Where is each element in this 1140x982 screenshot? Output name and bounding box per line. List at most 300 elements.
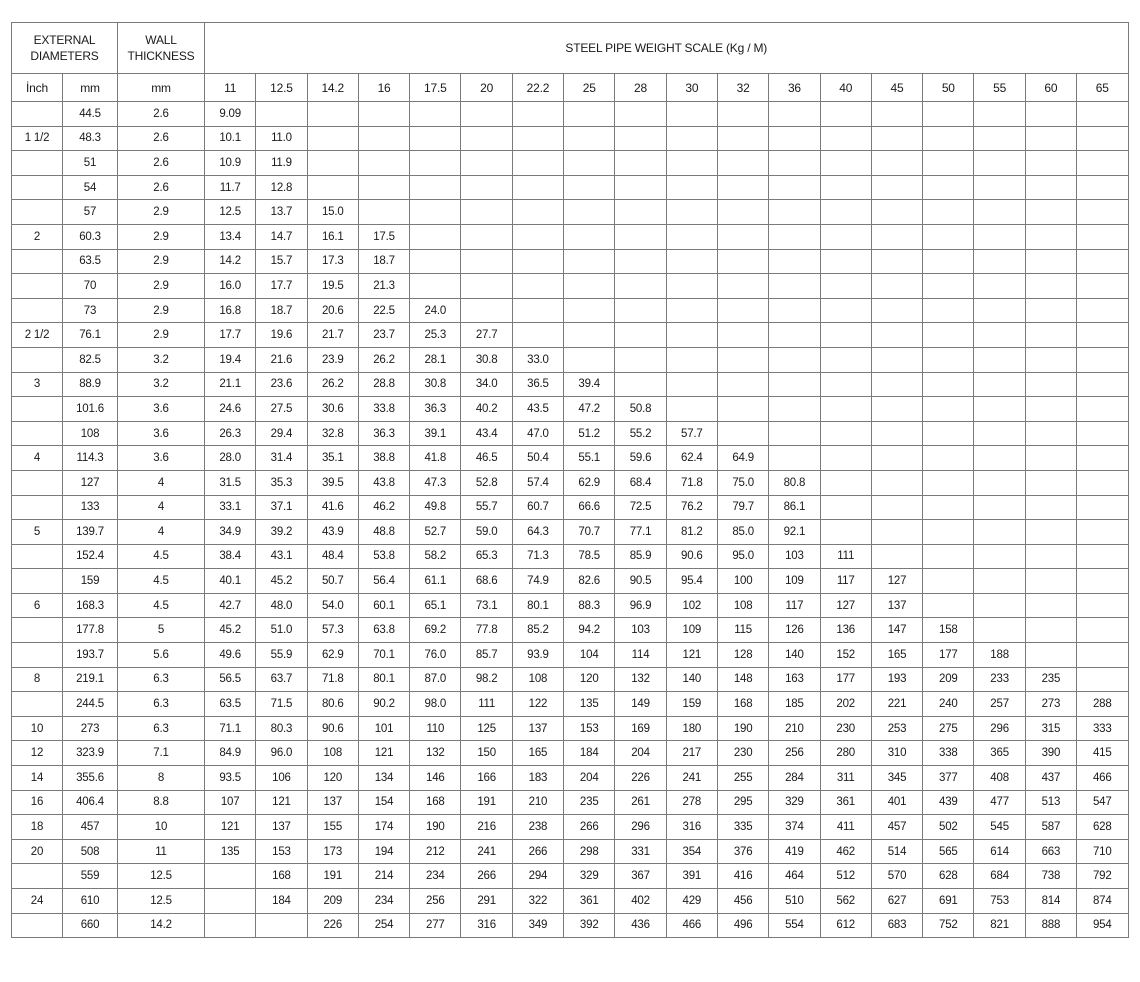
weight-cell (1025, 126, 1076, 151)
weight-cell: 135 (205, 839, 256, 864)
weight-cell (769, 347, 820, 372)
weight-cell: 163 (769, 667, 820, 692)
weight-cell: 241 (666, 766, 717, 791)
weight-cell (769, 372, 820, 397)
weight-cell (923, 126, 974, 151)
weight-cell: 31.4 (256, 446, 307, 471)
table-row (12, 372, 1129, 397)
outer-diameter-cell: 82.5 (63, 347, 118, 372)
weight-cell (461, 175, 512, 200)
weight-cell: 177 (923, 643, 974, 668)
weight-cell: 120 (564, 667, 615, 692)
outer-diameter-cell: 159 (63, 569, 118, 594)
weight-cell (564, 323, 615, 348)
weight-cell: 17.7 (205, 323, 256, 348)
weight-cell (923, 175, 974, 200)
weight-cell (820, 446, 871, 471)
weight-cell (871, 397, 922, 422)
inch-size-cell: 18 (12, 815, 63, 840)
weight-cell (717, 151, 768, 176)
steel-pipe-weight-table (11, 22, 1129, 938)
weight-cell: 106 (256, 766, 307, 791)
outer-diameter-cell: 48.3 (63, 126, 118, 151)
weight-cell (871, 446, 922, 471)
weight-cell: 821 (974, 913, 1025, 938)
inch-size-cell (12, 102, 63, 127)
weight-cell: 86.1 (769, 495, 820, 520)
weight-cell (717, 397, 768, 422)
weight-cell: 50.4 (512, 446, 563, 471)
outer-diameter-cell: 76.1 (63, 323, 118, 348)
wall-thickness-cell: 6.3 (118, 716, 205, 741)
weight-cell: 29.4 (256, 421, 307, 446)
weight-cell (871, 470, 922, 495)
weight-cell: 13.4 (205, 224, 256, 249)
weight-cell (615, 347, 666, 372)
weight-cell: 34.0 (461, 372, 512, 397)
weight-cell: 63.5 (205, 692, 256, 717)
outer-diameter-cell: 219.1 (63, 667, 118, 692)
weight-cell: 103 (615, 618, 666, 643)
weight-cell (410, 151, 461, 176)
weight-cell: 663 (1025, 839, 1076, 864)
weight-cell: 137 (512, 716, 563, 741)
weight-cell: 77.8 (461, 618, 512, 643)
inch-size-cell: 2 1/2 (12, 323, 63, 348)
weight-cell: 52.8 (461, 470, 512, 495)
weight-cell: 419 (769, 839, 820, 864)
table-row (12, 643, 1129, 668)
weight-cell: 349 (512, 913, 563, 938)
weight-cell (717, 175, 768, 200)
weight-cell (820, 298, 871, 323)
weight-cell: 954 (1077, 913, 1128, 938)
weight-cell: 94.2 (564, 618, 615, 643)
weight-cell: 32.8 (307, 421, 358, 446)
weight-cell (974, 249, 1025, 274)
weight-cell (820, 372, 871, 397)
weight-cell: 188 (974, 643, 1025, 668)
weight-cell: 46.2 (358, 495, 409, 520)
weight-cell: 65.1 (410, 593, 461, 618)
weight-cell: 202 (820, 692, 871, 717)
table-row (12, 790, 1129, 815)
weight-cell (974, 618, 1025, 643)
weight-cell: 34.9 (205, 520, 256, 545)
weight-cell (923, 151, 974, 176)
weight-cell: 95.4 (666, 569, 717, 594)
weight-cell: 15.7 (256, 249, 307, 274)
weight-cell: 587 (1025, 815, 1076, 840)
weight-cell: 180 (666, 716, 717, 741)
weight-cell (871, 200, 922, 225)
weight-cell (410, 126, 461, 151)
wall-thickness-cell: 6.3 (118, 692, 205, 717)
weight-cell (205, 913, 256, 938)
outer-diameter-cell: 508 (63, 839, 118, 864)
weight-cell: 39.2 (256, 520, 307, 545)
weight-cell (974, 495, 1025, 520)
weight-cell: 62.4 (666, 446, 717, 471)
weight-cell (974, 274, 1025, 299)
header-row-units (12, 74, 1129, 102)
weight-cell: 108 (307, 741, 358, 766)
weight-cell: 104 (564, 643, 615, 668)
weight-cell (1077, 520, 1128, 545)
weight-cell (1025, 249, 1076, 274)
table-row (12, 913, 1129, 938)
wall-thickness-cell: 12.5 (118, 864, 205, 889)
weight-cell (769, 175, 820, 200)
weight-cell (512, 102, 563, 127)
weight-cell: 226 (307, 913, 358, 938)
weight-cell: 177 (820, 667, 871, 692)
weight-cell (615, 126, 666, 151)
weight-cell (615, 298, 666, 323)
weight-cell: 18.7 (358, 249, 409, 274)
weight-cell (1025, 569, 1076, 594)
weight-cell: 226 (615, 766, 666, 791)
outer-diameter-cell: 88.9 (63, 372, 118, 397)
weight-cell: 41.6 (307, 495, 358, 520)
weight-cell: 90.5 (615, 569, 666, 594)
weight-cell (769, 126, 820, 151)
weight-cell (564, 224, 615, 249)
inch-size-cell: 3 (12, 372, 63, 397)
weight-cell: 545 (974, 815, 1025, 840)
weight-cell: 204 (564, 766, 615, 791)
weight-cell: 361 (820, 790, 871, 815)
weight-cell (615, 102, 666, 127)
weight-cell: 38.8 (358, 446, 409, 471)
weight-cell: 109 (769, 569, 820, 594)
wall-thickness-cell: 4.5 (118, 569, 205, 594)
wall-thickness-cell: 8 (118, 766, 205, 791)
weight-cell: 510 (769, 889, 820, 914)
table-row (12, 864, 1129, 889)
weight-cell: 40.1 (205, 569, 256, 594)
weight-cell: 554 (769, 913, 820, 938)
weight-cell: 43.4 (461, 421, 512, 446)
weight-cell: 331 (615, 839, 666, 864)
weight-cell (512, 249, 563, 274)
weight-cell: 392 (564, 913, 615, 938)
weight-cell (923, 495, 974, 520)
weight-cell: 71.5 (256, 692, 307, 717)
weight-cell (974, 347, 1025, 372)
weight-cell: 185 (769, 692, 820, 717)
weight-cell: 814 (1025, 889, 1076, 914)
weight-cell: 31.5 (205, 470, 256, 495)
weight-cell (666, 102, 717, 127)
table-row (12, 397, 1129, 422)
weight-cell: 165 (871, 643, 922, 668)
weight-cell: 173 (307, 839, 358, 864)
weight-cell: 628 (1077, 815, 1128, 840)
weight-cell: 51.0 (256, 618, 307, 643)
weight-cell (923, 347, 974, 372)
table-row (12, 889, 1129, 914)
weight-cell: 266 (461, 864, 512, 889)
weight-cell (666, 323, 717, 348)
weight-cell (871, 323, 922, 348)
weight-cell: 256 (769, 741, 820, 766)
weight-cell (256, 913, 307, 938)
weight-cell (974, 372, 1025, 397)
weight-cell: 17.3 (307, 249, 358, 274)
weight-cell: 377 (923, 766, 974, 791)
weight-cell: 90.6 (666, 544, 717, 569)
weight-cell: 73.1 (461, 593, 512, 618)
weight-cell: 115 (717, 618, 768, 643)
weight-cell: 429 (666, 889, 717, 914)
weight-cell: 30.8 (410, 372, 461, 397)
table-row (12, 446, 1129, 471)
weight-cell: 147 (871, 618, 922, 643)
weight-cell (512, 298, 563, 323)
weight-cell (717, 421, 768, 446)
weight-cell: 21.6 (256, 347, 307, 372)
weight-cell: 233 (974, 667, 1025, 692)
inch-size-cell (12, 347, 63, 372)
weight-cell: 39.5 (307, 470, 358, 495)
weight-cell (410, 224, 461, 249)
outer-diameter-cell: 127 (63, 470, 118, 495)
weight-cell: 121 (256, 790, 307, 815)
weight-cell (1077, 569, 1128, 594)
wall-thickness-cell: 2.9 (118, 200, 205, 225)
weight-cell: 26.2 (358, 347, 409, 372)
weight-cell: 266 (564, 815, 615, 840)
weight-cell: 101 (358, 716, 409, 741)
weight-cell: 58.2 (410, 544, 461, 569)
weight-cell: 68.4 (615, 470, 666, 495)
weight-cell (307, 151, 358, 176)
weight-cell: 27.5 (256, 397, 307, 422)
weight-cell (717, 102, 768, 127)
weight-cell: 191 (461, 790, 512, 815)
weight-cell: 627 (871, 889, 922, 914)
table-row (12, 593, 1129, 618)
weight-cell: 436 (615, 913, 666, 938)
weight-cell (1025, 200, 1076, 225)
weight-cell: 46.5 (461, 446, 512, 471)
outer-diameter-cell: 54 (63, 175, 118, 200)
inch-size-cell: 16 (12, 790, 63, 815)
weight-cell: 63.7 (256, 667, 307, 692)
weight-cell: 253 (871, 716, 922, 741)
inch-size-cell: 20 (12, 839, 63, 864)
outer-diameter-cell: 57 (63, 200, 118, 225)
weight-cell (974, 175, 1025, 200)
wall-mm-column-header: mm (118, 74, 205, 102)
wall-thickness-cell: 4 (118, 495, 205, 520)
weight-cell (358, 126, 409, 151)
weight-cell: 284 (769, 766, 820, 791)
weight-cell: 117 (769, 593, 820, 618)
weight-cell: 329 (564, 864, 615, 889)
weight-cell: 111 (461, 692, 512, 717)
weight-cell: 18.7 (256, 298, 307, 323)
weight-cell (923, 200, 974, 225)
weight-cell (1077, 470, 1128, 495)
weight-cell: 71.3 (512, 544, 563, 569)
weight-class-column-header: 32 (717, 74, 768, 102)
outer-diameter-cell: 168.3 (63, 593, 118, 618)
weight-cell: 43.8 (358, 470, 409, 495)
weight-cell: 354 (666, 839, 717, 864)
weight-cell: 71.1 (205, 716, 256, 741)
weight-cell: 90.2 (358, 692, 409, 717)
weight-cell (820, 175, 871, 200)
weight-cell (974, 200, 1025, 225)
weight-cell: 98.2 (461, 667, 512, 692)
weight-cell: 230 (717, 741, 768, 766)
weight-cell: 710 (1077, 839, 1128, 864)
weight-cell: 53.8 (358, 544, 409, 569)
weight-cell: 49.8 (410, 495, 461, 520)
weight-cell (666, 347, 717, 372)
weight-class-column-header: 60 (1025, 74, 1076, 102)
weight-cell: 59.6 (615, 446, 666, 471)
weight-cell: 298 (564, 839, 615, 864)
weight-class-column-header: 28 (615, 74, 666, 102)
weight-cell: 462 (820, 839, 871, 864)
inch-size-cell (12, 643, 63, 668)
weight-cell: 11.9 (256, 151, 307, 176)
weight-cell: 127 (820, 593, 871, 618)
table-row (12, 839, 1129, 864)
weight-cell: 212 (410, 839, 461, 864)
weight-cell (974, 470, 1025, 495)
weight-cell: 221 (871, 692, 922, 717)
weight-cell: 71.8 (666, 470, 717, 495)
weight-cell (820, 520, 871, 545)
weight-cell: 85.9 (615, 544, 666, 569)
weight-cell: 477 (974, 790, 1025, 815)
weight-cell: 65.3 (461, 544, 512, 569)
weight-cell: 64.9 (717, 446, 768, 471)
weight-cell: 401 (871, 790, 922, 815)
weight-cell (1025, 618, 1076, 643)
inch-size-cell: 5 (12, 520, 63, 545)
outer-diameter-cell: 152.4 (63, 544, 118, 569)
table-row (12, 815, 1129, 840)
weight-cell: 43.1 (256, 544, 307, 569)
weight-cell (512, 200, 563, 225)
wall-thickness-cell: 10 (118, 815, 205, 840)
weight-cell: 374 (769, 815, 820, 840)
weight-cell: 17.5 (358, 224, 409, 249)
weight-cell (1025, 544, 1076, 569)
weight-cell: 256 (410, 889, 461, 914)
outer-diameter-cell: 51 (63, 151, 118, 176)
weight-cell (512, 126, 563, 151)
weight-cell (564, 102, 615, 127)
weight-cell: 168 (717, 692, 768, 717)
weight-cell: 361 (564, 889, 615, 914)
weight-cell (974, 224, 1025, 249)
weight-cell: 48.4 (307, 544, 358, 569)
weight-cell (717, 323, 768, 348)
weight-cell: 30.8 (461, 347, 512, 372)
weight-class-column-header: 14.2 (307, 74, 358, 102)
weight-cell: 391 (666, 864, 717, 889)
weight-cell: 23.7 (358, 323, 409, 348)
weight-cell: 80.1 (358, 667, 409, 692)
weight-cell: 56.4 (358, 569, 409, 594)
weight-class-column-header: 36 (769, 74, 820, 102)
weight-cell (564, 126, 615, 151)
weight-class-column-header: 11 (205, 74, 256, 102)
weight-cell: 437 (1025, 766, 1076, 791)
weight-cell: 408 (974, 766, 1025, 791)
weight-cell: 108 (717, 593, 768, 618)
weight-cell (358, 175, 409, 200)
weight-cell: 210 (512, 790, 563, 815)
weight-cell (1077, 200, 1128, 225)
weight-cell: 51.2 (564, 421, 615, 446)
weight-cell (666, 397, 717, 422)
weight-cell (974, 421, 1025, 446)
weight-cell: 68.6 (461, 569, 512, 594)
weight-cell (461, 102, 512, 127)
wall-thickness-cell: 4.5 (118, 544, 205, 569)
inch-size-cell (12, 421, 63, 446)
outer-diameter-cell: 133 (63, 495, 118, 520)
weight-cell (923, 274, 974, 299)
weight-cell: 193 (871, 667, 922, 692)
weight-cell (1077, 347, 1128, 372)
weight-cell: 190 (410, 815, 461, 840)
weight-cell (923, 520, 974, 545)
weight-cell: 210 (769, 716, 820, 741)
weight-cell: 42.7 (205, 593, 256, 618)
weight-cell (1077, 643, 1128, 668)
wall-thickness-cell: 14.2 (118, 913, 205, 938)
weight-cell: 10.1 (205, 126, 256, 151)
weight-cell: 23.9 (307, 347, 358, 372)
weight-cell (871, 274, 922, 299)
weight-cell (974, 593, 1025, 618)
weight-cell: 28.1 (410, 347, 461, 372)
weight-cell: 62.9 (564, 470, 615, 495)
weight-cell: 109 (666, 618, 717, 643)
weight-cell: 61.1 (410, 569, 461, 594)
wall-thickness-cell: 3.6 (118, 446, 205, 471)
weight-cell: 174 (358, 815, 409, 840)
weight-cell: 80.6 (307, 692, 358, 717)
weight-cell: 80.8 (769, 470, 820, 495)
weight-cell (205, 864, 256, 889)
outer-diameter-cell: 323.9 (63, 741, 118, 766)
weight-cell (923, 421, 974, 446)
inch-size-cell (12, 569, 63, 594)
weight-cell: 614 (974, 839, 1025, 864)
weight-cell: 547 (1077, 790, 1128, 815)
weight-cell (820, 421, 871, 446)
table-row (12, 667, 1129, 692)
weight-cell: 738 (1025, 864, 1076, 889)
weight-cell (820, 249, 871, 274)
weight-cell (461, 151, 512, 176)
weight-cell: 562 (820, 889, 871, 914)
weight-cell: 273 (1025, 692, 1076, 717)
weight-cell: 466 (1077, 766, 1128, 791)
weight-cell: 41.8 (410, 446, 461, 471)
weight-cell (974, 569, 1025, 594)
weight-cell: 75.0 (717, 470, 768, 495)
